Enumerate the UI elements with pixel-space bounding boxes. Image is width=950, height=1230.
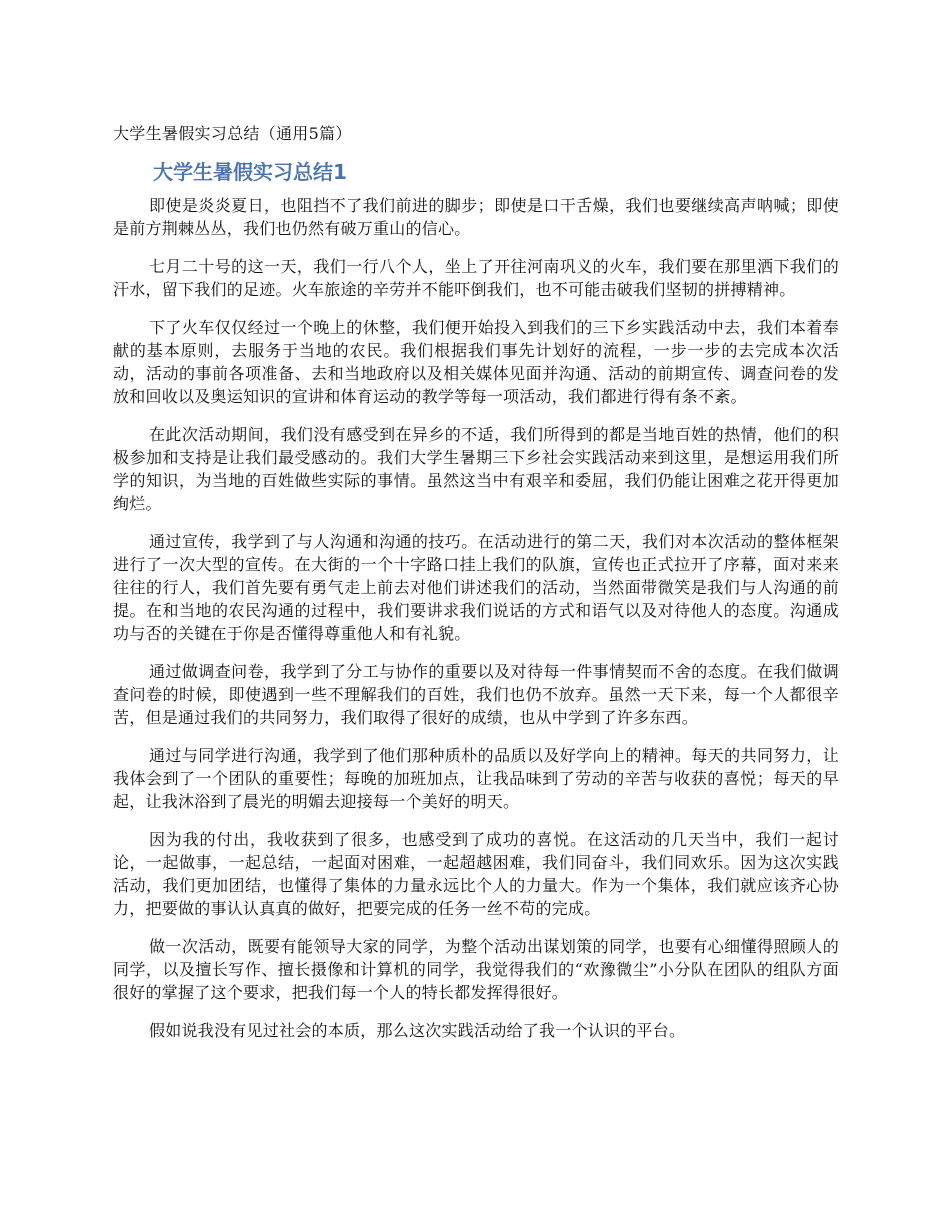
paragraph-5: 通过宣传，我学到了与人沟通和沟通的技巧。在活动进行的第二天，我们对本次活动的整体框架进行了一次大型的宣传。在大街的一个十字路口挂上我们的队旗，宣传也正式拉开了序幕，面对来来往往的行人，我们首先要有勇气走上前去对他们讲述我们的活动，当然面带微笑是我们与人沟通的前提。在和当地的农民沟通的过程中，我们要讲求我们说话的方式和语气以及对待他人的态度。沟通成功与否的关键在于你是否懂得尊重他人和有礼貌。	[113, 532, 839, 643]
paragraph-10: 假如说我没有见过社会的本质，那么这次实践活动给了我一个认识的平台。	[149, 1021, 686, 1040]
paragraph-3: 下了火车仅仅经过一个晚上的休整，我们便开始投入到我们的三下乡实践活动中去，我们本着奉献的基本原则，去服务于当地的农民。我们根据我们事先计划好的流程，一步一步的去完成本次活动，活动的事前各项准备、去和当地政府以及相关媒体见面并沟通、活动的前期宣传、调查问卷的发放和回收以及奥运知识的宣讲和体育运动的教学等每一项活动，我们都进行得有条不紊。	[113, 318, 839, 406]
paragraph-2: 七月二十号的这一天，我们一行八个人，坐上了开往河南巩义的火车，我们要在那里洒下我们的汗水，留下我们的足迹。火车旅途的辛劳并不能吓倒我们，也不可能击破我们坚韧的拼搏精神。	[113, 257, 839, 299]
paragraph-7: 通过与同学进行沟通，我学到了他们那种质朴的品质以及好学向上的精神。每天的共同努力，让我体会到了一个团队的重要性；每晚的加班加点，让我品味到了劳动的辛苦与收获的喜悦；每天的早起，让我沐浴到了晨光的明媚去迎接每一个美好的明天。	[113, 746, 839, 811]
paragraph-1: 即使是炎炎夏日，也阻挡不了我们前进的脚步；即使是口干舌燥，我们也要继续高声呐喊；即使是前方荆棘丛丛，我们也仍然有破万重山的信心。	[113, 196, 839, 238]
document-page	[113, 122, 839, 1057]
paragraph-8: 因为我的付出，我收获到了很多，也感受到了成功的喜悦。在这活动的几天当中，我们一起讨论，一起做事，一起总结，一起面对困难，一起超越困难，我们同奋斗，我们同欢乐。因为这次实践活动，我们更加团结，也懂得了集体的力量永远比个人的力量大。作为一个集体，我们就应该齐心协力，把要做的事认认真真的做好，把要完成的任务一丝不苟的完成。	[113, 830, 839, 918]
document-title: 大学生暑假实习总结（通用5篇）	[113, 124, 352, 143]
paragraph-9: 做一次活动，既要有能领导大家的同学，为整个活动出谋划策的同学，也要有心细懂得照顾人的同学，以及擅长写作、擅长摄像和计算机的同学，我觉得我们的“欢豫微尘”小分队在团队的组队方面很好的掌握了这个要求，把我们每一个人的特长都发挥得很好。	[113, 937, 839, 1002]
paragraph-4: 在此次活动期间，我们没有感受到在异乡的不适，我们所得到的都是当地百姓的热情，他们的积极参加和支持是让我们最受感动的。我们大学生暑期三下乡社会实践活动来到这里，是想运用我们所学的知识，为当地的百姓做些实际的事情。虽然这当中有艰辛和委屈，我们仍能让困难之花开得更加绚烂。	[113, 425, 839, 513]
paragraph-6: 通过做调查问卷，我学到了分工与协作的重要以及对待每一件事情契而不舍的态度。在我们做调查问卷的时候，即使遇到一些不理解我们的百姓，我们也仍不放弃。虽然一天下来，每一个人都很辛苦，但是通过我们的共同努力，我们取得了很好的成绩，也从中学到了许多东西。	[113, 662, 839, 727]
section-heading: 大学生暑假实习总结1	[153, 160, 347, 184]
